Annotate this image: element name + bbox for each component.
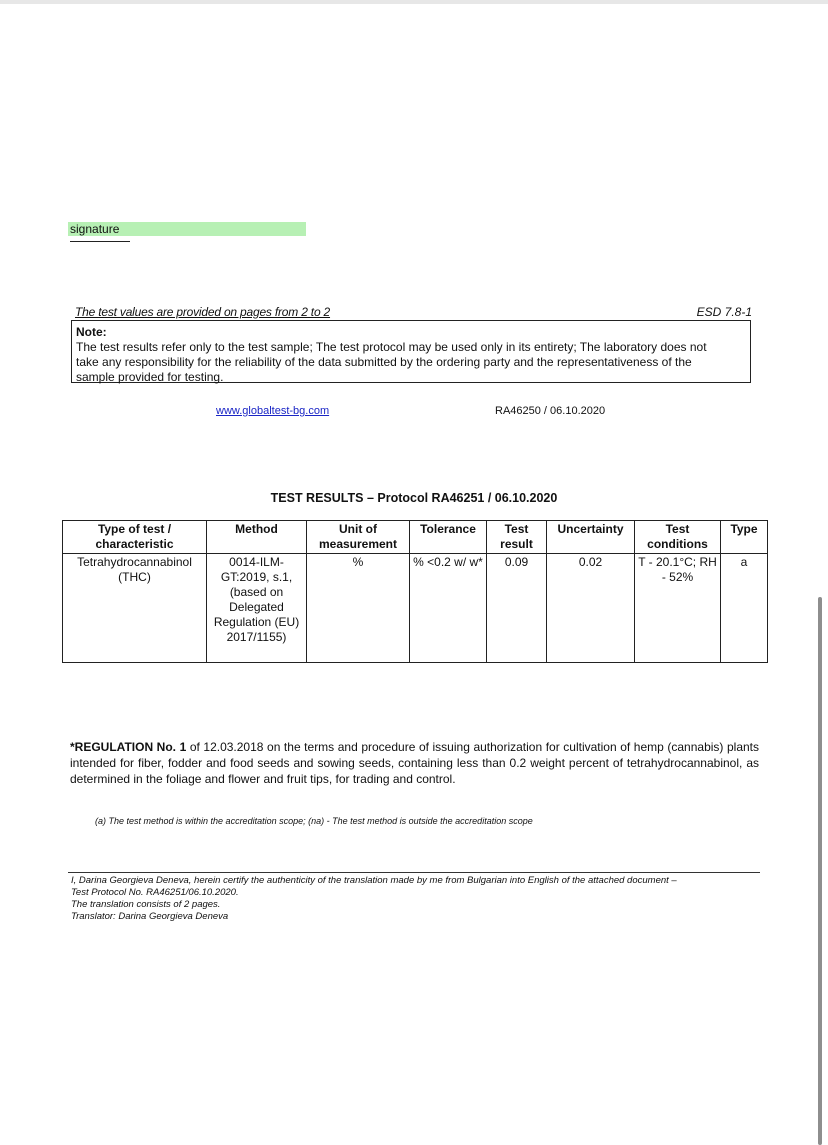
test-values-text: The test values are provided on pages from 2 to 2 [75, 305, 331, 319]
protocol-reference: RA46250 / 06.10.2020 [495, 405, 606, 417]
table-cell: % [307, 554, 410, 663]
regulation-body: of 12.03.2018 on the terms and procedure of issuing authorization for cultivation of hemp (cannabis) plants intended for fiber, fodder and food seeds and sowing seeds, containing less than 0.2 weight percent of tetrahydrocannabinol, as determined in the foliage and flower and fruit tips, for trading and control. [70, 740, 759, 786]
column-header: Test result [487, 521, 547, 554]
signature-line [70, 241, 130, 242]
top-border [0, 0, 828, 4]
column-header: Type [721, 521, 768, 554]
column-header: Test conditions [635, 521, 721, 554]
certification-line: The translation consists of 2 pages. [71, 899, 221, 910]
table-header-row [63, 521, 768, 554]
scrollbar[interactable] [818, 597, 822, 1145]
column-header: Uncertainty [547, 521, 635, 554]
accreditation-footnote: (a) The test method is within the accreditation scope; (na) - The test method is outside the accreditation scope [95, 816, 533, 826]
signature-label: signature [68, 222, 306, 236]
note-box [71, 320, 751, 383]
column-header: Method [207, 521, 307, 554]
certification-line: Translator: Darina Georgieva Deneva [71, 911, 229, 922]
signature-block [68, 222, 306, 236]
certification-line: Test Protocol No. RA46251/06.10.2020. [71, 887, 239, 898]
column-header: Unit of measurement [307, 521, 410, 554]
certification-line: I, Darina Georgieva Deneva, herein certify the authenticity of the translation made by me from Bulgarian into English of the attached document – [71, 875, 677, 886]
note-text: The test results refer only to the test sample; The test protocol may be used only in its entirety; The laboratory does not take any responsibility for the reliability of the data submitted by the ordering party and the representativeness of the sample provided for testing. [76, 340, 707, 384]
note-title: Note: [76, 325, 107, 339]
divider [68, 872, 760, 873]
column-header: Type of test / characteristic [63, 521, 207, 554]
table-row [63, 554, 768, 663]
table-cell: % <0.2 w/ w* [410, 554, 487, 663]
certification-block [71, 875, 771, 923]
website-link[interactable]: www.globaltest-bg.com [216, 405, 330, 417]
regulation-text [70, 739, 759, 787]
table-cell: Tetrahydrocannabinol (THC) [63, 554, 207, 663]
table-cell: 0.09 [487, 554, 547, 663]
table-cell: 0.02 [547, 554, 635, 663]
test-values-row [75, 305, 752, 319]
results-title: TEST RESULTS – Protocol RA46251 / 06.10.2020 [270, 491, 558, 505]
results-table [62, 520, 768, 663]
column-header: Tolerance [410, 521, 487, 554]
regulation-heading: *REGULATION No. 1 [70, 740, 187, 754]
table-cell: 0014-ILM-GT:2019, s.1, (based on Delegated Regulation (EU) 2017/1155) [207, 554, 307, 663]
document-code: ESD 7.8-1 [696, 305, 752, 319]
table-cell: T - 20.1°C; RH - 52% [635, 554, 721, 663]
table-cell: a [721, 554, 768, 663]
